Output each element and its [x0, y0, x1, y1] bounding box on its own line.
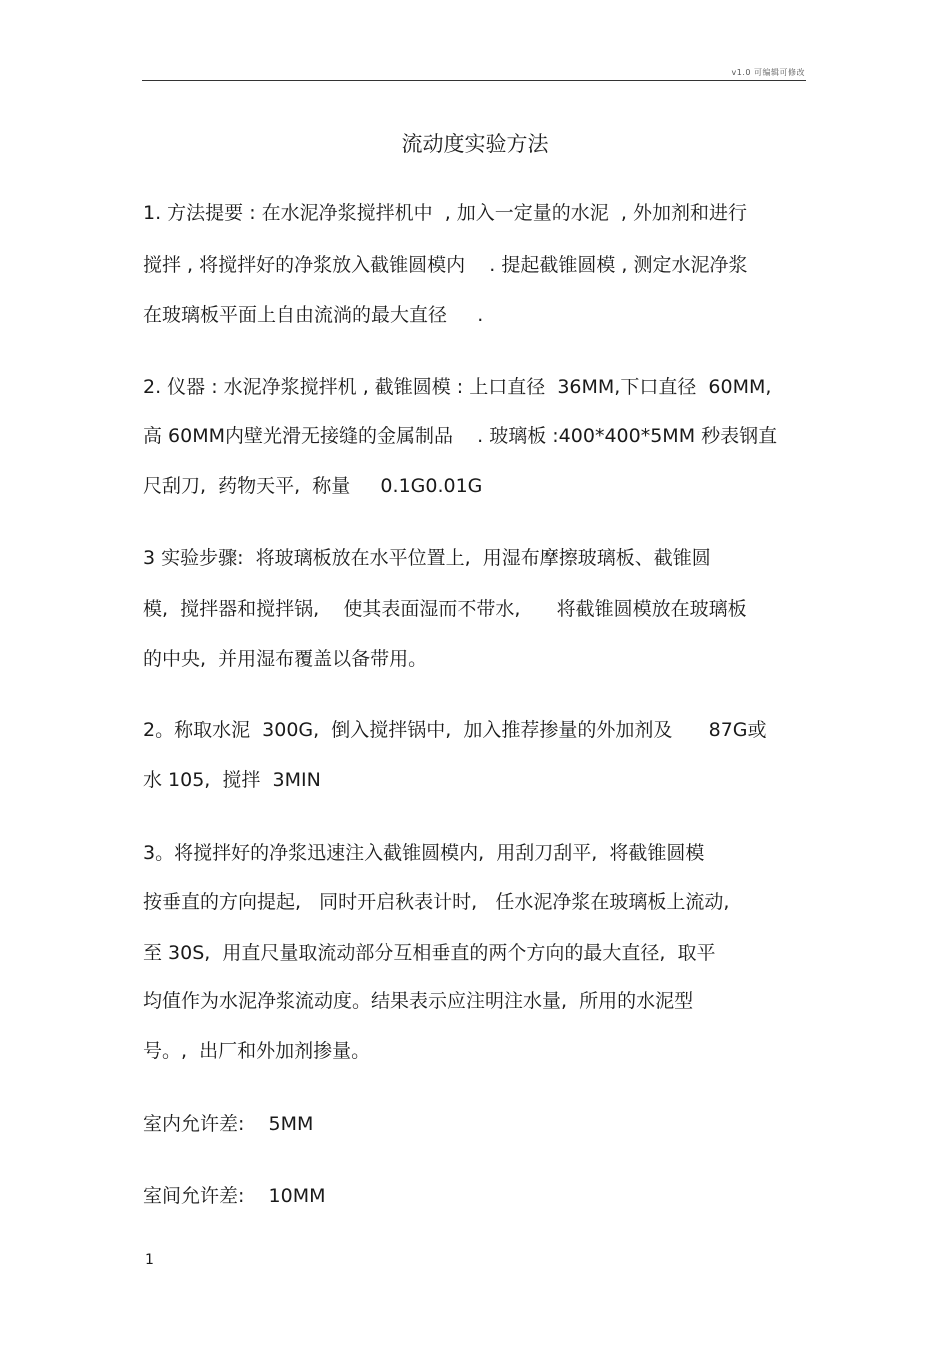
paragraph-line: 的中央, 并用湿布覆盖以备带用。	[143, 648, 428, 670]
paragraph-line: 1. 方法提要 : 在水泥净浆搅拌机中 , 加入一定量的水泥 , 外加剂和进行	[143, 202, 747, 224]
paragraph-line: 均值作为水泥净浆流动度。结果表示应注明注水量, 所用的水泥型	[143, 990, 694, 1012]
tolerance-interlab: 室间允许差: 10MM	[143, 1185, 326, 1207]
header-divider	[142, 80, 806, 81]
paragraph-line: 按垂直的方向提起, 同时开启秋表计时, 任水泥净浆在玻璃板上流动,	[143, 891, 730, 913]
paragraph-line: 在玻璃板平面上自由流淌的最大直径 .	[143, 304, 484, 326]
page-number: 1	[145, 1252, 154, 1268]
paragraph-line: 模, 搅拌器和搅拌锅, 使其表面湿而不带水, 将截锥圆模放在玻璃板	[143, 598, 747, 620]
header-version-note: v1.0 可编辑可修改	[731, 68, 805, 77]
paragraph-line: 3。将搅拌好的净浆迅速注入截锥圆模内, 用刮刀刮平, 将截锥圆模	[143, 842, 705, 864]
paragraph-line: 号。, 出厂和外加剂掺量。	[143, 1040, 371, 1062]
paragraph-line: 搅拌 , 将搅拌好的净浆放入截锥圆模内 . 提起截锥圆模 , 测定水泥净浆	[143, 254, 748, 276]
tolerance-indoor: 室内允许差: 5MM	[143, 1113, 314, 1135]
paragraph-line: 至 30S, 用直尺量取流动部分互相垂直的两个方向的最大直径, 取平	[143, 942, 716, 964]
paragraph-line: 尺刮刀, 药物天平, 称量 0.1G0.01G	[143, 475, 483, 497]
paragraph-line: 高 60MM内壁光滑无接缝的金属制品 . 玻璃板 :400*400*5MM 秒表钢直	[143, 425, 778, 447]
document-title: 流动度实验方法	[401, 132, 549, 156]
paragraph-line: 2. 仪器 : 水泥净浆搅拌机 , 截锥圆模 : 上口直径 36MM,下口直径 60MM,	[143, 376, 772, 398]
paragraph-line: 2。称取水泥 300G, 倒入搅拌锅中, 加入推荐掺量的外加剂及 87G或	[143, 719, 767, 741]
paragraph-line: 3 实验步骤: 将玻璃板放在水平位置上, 用湿布摩擦玻璃板、截锥圆	[143, 547, 711, 569]
paragraph-line: 水 105, 搅拌 3MIN	[143, 769, 321, 791]
